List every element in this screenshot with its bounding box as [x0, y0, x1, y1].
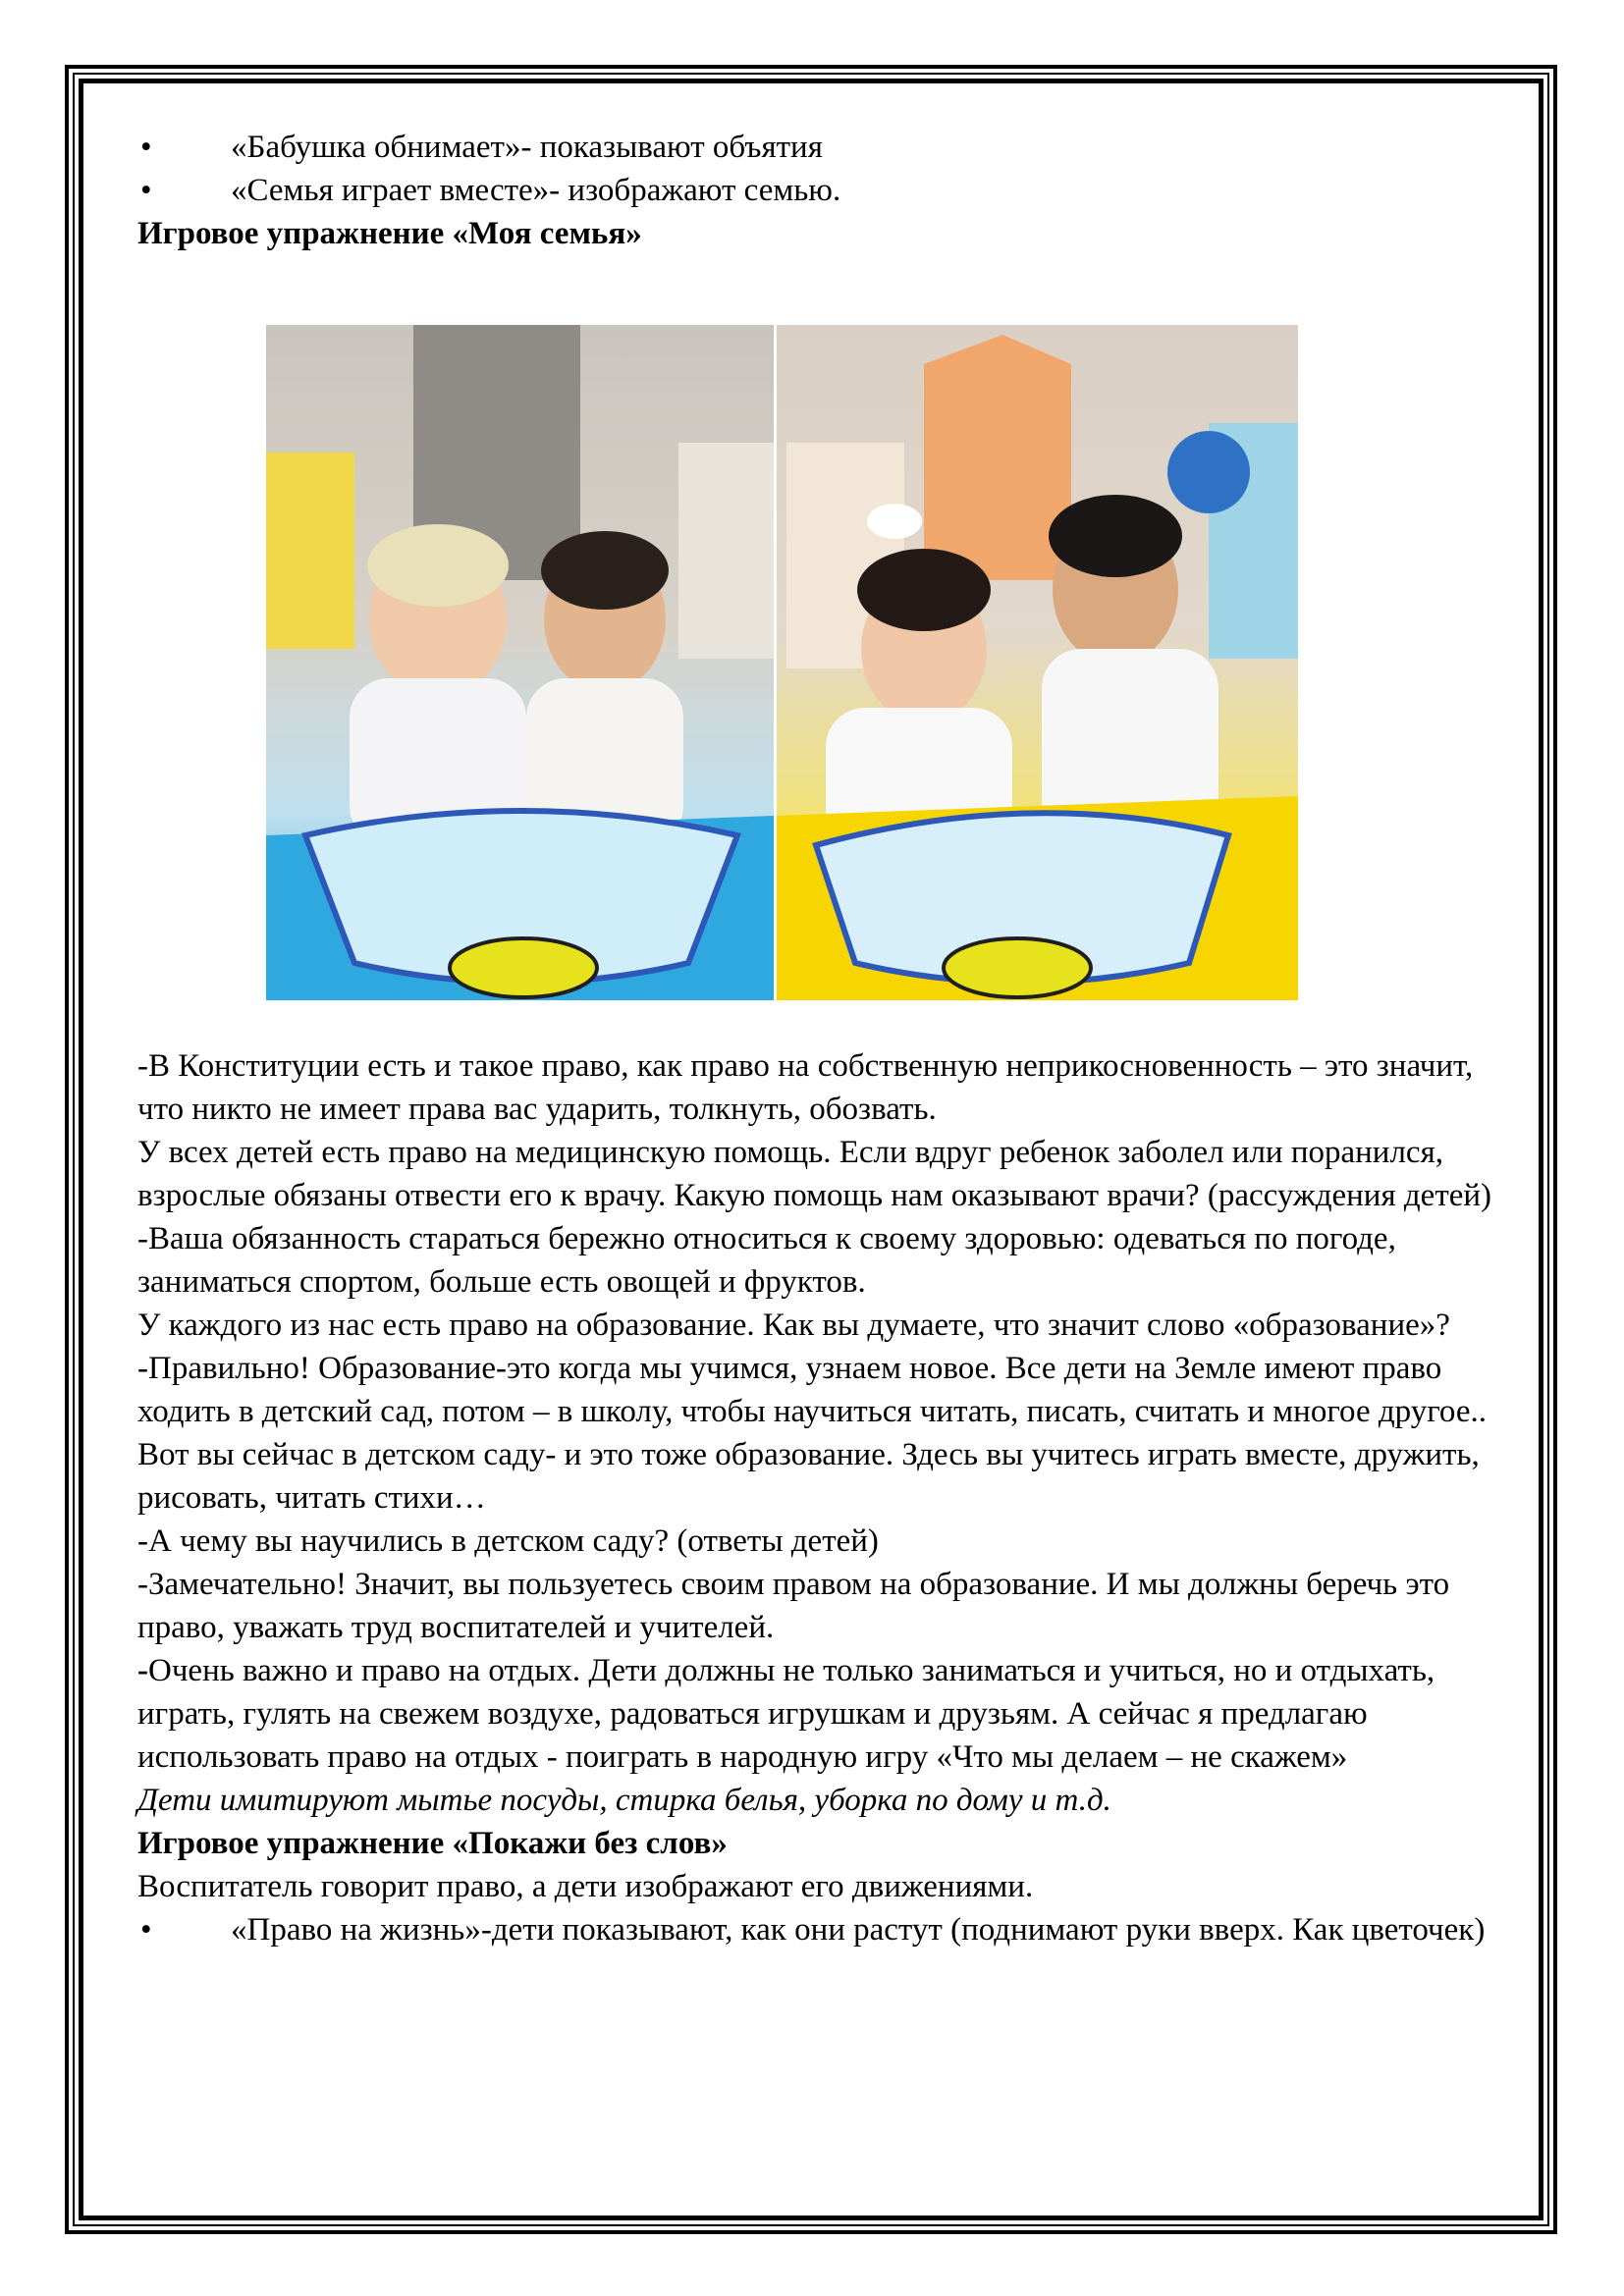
- paragraph: -Правильно! Образование-это когда мы учимся, узнаем новое. Все дети на Земле имеют право ходить в детский сад, потом – в школу, чтобы научиться читать, писать, считать и многое другое.. Вот вы сейчас в детском саду- и это тоже образование. Здесь вы учитесь играть вместе, дружить, рисовать, читать стихи…: [137, 1351, 1487, 1516]
- bullet-item: [137, 126, 1502, 169]
- bullet-text: «Семья играет вместе»- изображают семью.: [231, 173, 841, 208]
- bullet-icon: •: [140, 130, 152, 165]
- photo-children-playing-blue-table-icon: [266, 325, 774, 1000]
- paragraph-text: Очень важно и право на отдых. Дети должны не только заниматься и учиться, но и отдыхать, играть, гулять на свежем воздухе, радоваться игрушкам и друзьям. А сейчас я предлагаю использовать право на отдых - поиграть в народную игру «Что мы делаем – не скажем»: [137, 1653, 1435, 1775]
- paragraph: -В Конституции есть и такое право, как право на собственную неприкосновенность – это значит, что никто не имеет права вас ударить, толкнуть, обозвать.: [137, 1048, 1474, 1127]
- bullet-text: «Бабушка обнимает»- показывают объятия: [231, 130, 823, 165]
- document-content: [137, 126, 1502, 1951]
- main-text: [137, 1044, 1502, 1951]
- photo-pair: [137, 325, 1502, 1007]
- bullet-icon: •: [140, 1912, 152, 1948]
- paragraph: -Замечательно! Значит, вы пользуетесь своим правом на образование. И мы должны беречь это право, уважать труд воспитателей и учителей.: [137, 1567, 1450, 1645]
- paragraph: [137, 1649, 1502, 1779]
- section-heading: Игровое упражнение «Покажи без слов»: [137, 1826, 728, 1861]
- section-heading: Игровое упражнение «Моя семья»: [137, 216, 642, 251]
- bullet-text: «Право на жизнь»-дети показывают, как они растут (поднимают руки вверх. Как цветочек): [231, 1912, 1486, 1948]
- paragraph: У всех детей есть право на медицинскую помощь. Если вдруг ребенок заболел или поранился, взрослые обязаны отвести его к врачу. Какую помощь нам оказывают врачи? (рассуждения детей): [137, 1135, 1492, 1213]
- bullet-item: [137, 169, 1502, 212]
- paragraph: У каждого из нас есть право на образование. Как вы думаете, что значит слово «образование»?: [137, 1308, 1450, 1343]
- bold-dash: -: [137, 1653, 148, 1688]
- paragraph: Воспитатель говорит право, а дети изображают его движениями.: [137, 1869, 1034, 1904]
- paragraph: -А чему вы научились в детском саду? (ответы детей): [137, 1523, 879, 1559]
- bullet-item: [137, 1908, 1502, 1951]
- photo-children-playing-yellow-table-icon: [777, 325, 1298, 1000]
- paragraph: -Ваша обязанность стараться бережно относиться к своему здоровью: одеваться по погоде, заниматься спортом, больше есть овощей и фруктов.: [137, 1221, 1396, 1300]
- italic-note: Дети имитируют мытье посуды, стирка белья, уборка по дому и т.д.: [137, 1783, 1111, 1818]
- bullet-icon: •: [140, 173, 152, 208]
